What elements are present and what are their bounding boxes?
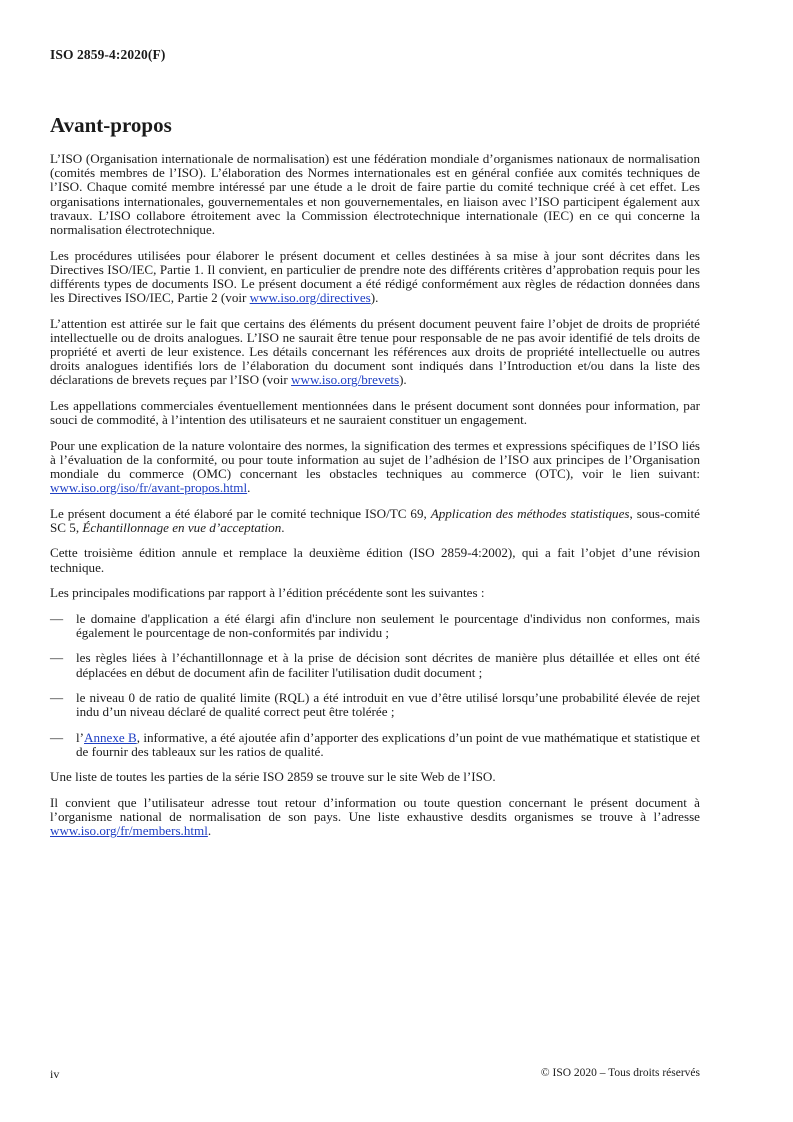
paragraph-changes-intro: Les principales modifications par rapport à l’édition précédente sont les suivantes : bbox=[50, 585, 485, 601]
page-title: Avant-propos bbox=[50, 113, 172, 137]
paragraph-procedures: Les procédures utilisées pour élaborer le présent document et celles destinées à sa mise à jour sont décrites dans les Directives ISO/IEC, Partie 1. Il convient, en particulier de prendre note des différents critères d’approbation requis pour les différents types de documents ISO. Le présent document a été rédigé conformément aux règles de rédaction données dans les Directives ISO/IEC, Partie 2 (voir www.iso.org/directives). bbox=[50, 247, 700, 306]
members-link[interactable]: www.iso.org/fr/members.html bbox=[50, 823, 208, 839]
list-item: — le domaine d'application a été élargi afin d'inclure non seulement le pourcentage d'individus non conformes, mais également le pourcentage de non-conformités par individu ; bbox=[50, 610, 700, 640]
paragraph-iso-intro: L’ISO (Organisation internationale de normalisation) est une fédération mondiale d’organismes nationaux de normalisation (comités membres de l’ISO). L’élaboration des Normes internationales est en général confiée aux comités techniques de l’ISO. Chaque comité membre intéressé par une étude a le droit de faire partie du comité technique créé à cet effet. Les organisations internationales, gouvernementales et non gouvernementales, en liaison avec l’ISO participent également aux travaux. L’ISO collabore étroitement avec la Commission électrotechnique internationale (IEC) en ce qui concerne la normalisation électrotechnique. bbox=[50, 151, 700, 238]
list-item: — le niveau 0 de ratio de qualité limite (RQL) a été introduit en vue d’être utilisé lorsqu’une probabilité élevée de rejet indu d’un niveau déclaré de qualité correct peut être tolérée ; bbox=[50, 690, 700, 720]
document-code: ISO 2859-4:2020(F) bbox=[50, 47, 166, 62]
list-item: — l’Annexe B, informative, a été ajoutée afin d’apporter des explications d’un point de vue mathématique et statistique et de fournir des tableaux sur les ratios de qualité. bbox=[50, 729, 701, 759]
changes-list bbox=[50, 612, 700, 760]
annex-b-link[interactable]: Annexe B bbox=[84, 729, 137, 745]
copyright-notice: © ISO 2020 – Tous droits réservés bbox=[540, 1067, 700, 1079]
paragraph-feedback: Il convient que l’utilisateur adresse tout retour d’information ou toute question concernant le présent document à l’organisme national de normalisation de son pays. Une liste exhaustive desdits organismes se trouve à l’adresse www.iso.org/fr/members.html. bbox=[50, 794, 700, 839]
paragraph-voluntary-nature: Pour une explication de la nature volontaire des normes, la signification des termes et expressions spécifiques de l’ISO liés à l’évaluation de la conformité, ou pour toute information au sujet de l’adhésion de l’ISO aux principes de l’Organisation mondiale du commerce (OMC) concernant les obstacles techniques au commerce (OTC), voir le lien suivant: www.iso.org/iso/fr/avant-propos.html. bbox=[50, 437, 700, 496]
page-number: iv bbox=[50, 1067, 60, 1081]
paragraph-edition: Cette troisième édition annule et remplace la deuxième édition (ISO 2859-4:2002), qui a fait l’objet d’une révision technique. bbox=[50, 545, 700, 575]
paragraph-trade-names: Les appellations commerciales éventuellement mentionnées dans le présent document sont données pour information, par souci de commodité, à l’intention des utilisateurs et ne sauraient constituer un engagement. bbox=[50, 397, 700, 428]
foreword-body bbox=[50, 152, 700, 850]
paragraph-patents: L’attention est attirée sur le fait que certains des éléments du présent document peuvent faire l’objet de droits de propriété intellectuelle ou de droits analogues. L’ISO ne saurait être tenue pour responsable de ne pas avoir identifié de tels droits de propriété et averti de leur existence. Les détails concernant les références aux droits de propriété intellectuelle ou autres droits analogues identifiés lors de l’élaboration du document sont indiqués dans l’Introduction et/ou dans la liste des déclarations de brevets reçues par l’ISO (voir www.iso.org/brevets). bbox=[50, 315, 700, 388]
foreword-link[interactable]: www.iso.org/iso/fr/avant-propos.html bbox=[50, 480, 248, 496]
paragraph-committee: Le présent document a été élaboré par le comité technique ISO/TC 69, Application des méthodes statistiques, sous-comité SC 5, Échantillonnage en vue d’acceptation. bbox=[50, 505, 700, 535]
directives-link[interactable]: www.iso.org/directives bbox=[249, 290, 371, 306]
list-item: — les règles liées à l’échantillonnage et à la prise de décision sont décrites de manière plus détaillée et elles ont été déplacées en début de document afin de faciliter l'utilisation dudit document ; bbox=[50, 650, 700, 680]
patents-link[interactable]: www.iso.org/brevets bbox=[291, 372, 400, 388]
paragraph-series-list: Une liste de toutes les parties de la série ISO 2859 se trouve sur le site Web de l’ISO. bbox=[50, 769, 496, 785]
